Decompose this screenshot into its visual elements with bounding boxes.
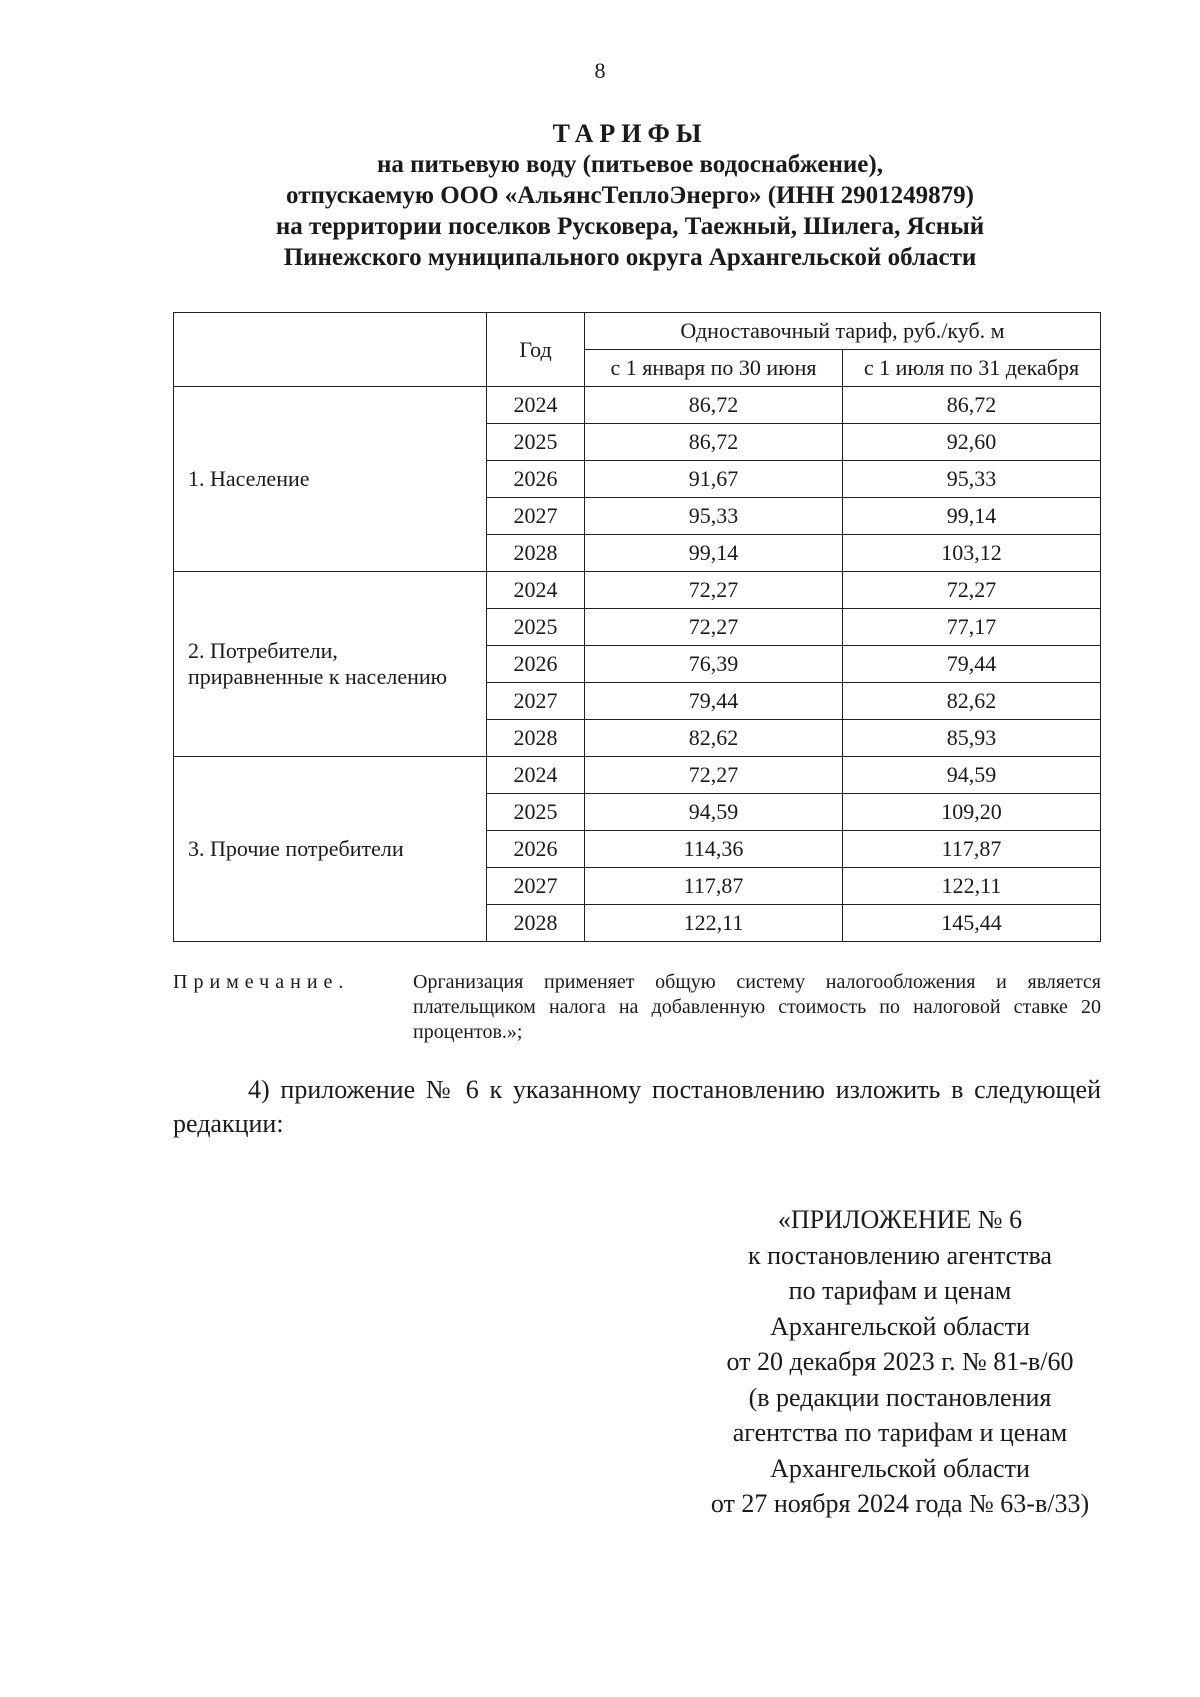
note-text: Организация применяет общую систему налогообложения и является плательщиком налога на добавленную стоимость по налоговой ставке 20 процентов.»;	[413, 971, 1101, 1043]
appendix-header	[680, 1202, 1120, 1522]
value-cell: 94,59	[585, 794, 843, 831]
value-cell: 82,62	[585, 720, 843, 757]
year-cell: 2024	[487, 757, 585, 794]
value-cell: 117,87	[843, 831, 1101, 868]
value-cell: 122,11	[843, 868, 1101, 905]
title-line: Пинежского муниципального округа Архангельской области	[283, 244, 977, 271]
appendix-line: к постановлению агентства	[748, 1240, 1052, 1270]
note-label: Примечание.	[173, 971, 350, 993]
appendix-line: (в редакции постановления	[748, 1382, 1052, 1412]
value-cell: 122,11	[585, 905, 843, 942]
value-cell: 72,27	[585, 757, 843, 794]
year-cell: 2027	[487, 683, 585, 720]
value-cell: 103,12	[843, 535, 1101, 572]
category-cell: 1. Население	[174, 387, 487, 572]
header-period1: с 1 января по 30 июня	[585, 350, 843, 387]
value-cell: 91,67	[585, 461, 843, 498]
value-cell: 109,20	[843, 794, 1101, 831]
category-cell	[174, 572, 487, 757]
value-cell: 86,72	[843, 387, 1101, 424]
value-cell: 99,14	[843, 498, 1101, 535]
value-cell: 79,44	[585, 683, 843, 720]
table-row	[174, 757, 1101, 794]
year-cell: 2028	[487, 535, 585, 572]
value-cell: 82,62	[843, 683, 1101, 720]
year-cell: 2025	[487, 794, 585, 831]
appendix-line: от 20 декабря 2023 г. № 81-в/60	[726, 1347, 1074, 1376]
header-category-cell	[174, 313, 487, 387]
year-cell: 2024	[487, 387, 585, 424]
year-cell: 2028	[487, 905, 585, 942]
value-cell: 72,27	[585, 609, 843, 646]
value-cell: 86,72	[585, 387, 843, 424]
year-cell: 2025	[487, 609, 585, 646]
year-cell: 2027	[487, 498, 585, 535]
appendix-line: агентства по тарифам и ценам	[732, 1418, 1068, 1447]
tariff-table	[173, 312, 1101, 942]
year-cell: 2026	[487, 646, 585, 683]
table-row	[174, 572, 1101, 609]
title-line: отпускаемую ООО «АльянсТеплоЭнерго» (ИНН 2901249879)	[286, 182, 974, 209]
value-cell: 117,87	[585, 868, 843, 905]
year-cell: 2026	[487, 461, 585, 498]
value-cell: 85,93	[843, 720, 1101, 757]
value-cell: 79,44	[843, 646, 1101, 683]
appendix-line: Архангельской области	[770, 1311, 1030, 1341]
category-cell: 3. Прочие потребители	[174, 757, 487, 942]
table-row	[174, 387, 1101, 424]
value-cell: 72,27	[585, 572, 843, 609]
category-line: 2. Потребители,	[188, 638, 338, 663]
header-tariff: Одноставочный тариф, руб./куб. м	[585, 313, 1101, 350]
year-cell: 2028	[487, 720, 585, 757]
value-cell: 72,27	[843, 572, 1101, 609]
year-cell: 2026	[487, 831, 585, 868]
document-title	[160, 118, 1100, 273]
value-cell: 95,33	[585, 498, 843, 535]
value-cell: 86,72	[585, 424, 843, 461]
title-line: на питьевую воду (питьевое водоснабжение),	[377, 151, 883, 178]
value-cell: 145,44	[843, 905, 1101, 942]
value-cell: 77,17	[843, 609, 1101, 646]
year-cell: 2027	[487, 868, 585, 905]
title-main: ТАРИФЫ	[552, 119, 708, 148]
value-cell: 95,33	[843, 461, 1101, 498]
value-cell: 92,60	[843, 424, 1101, 461]
value-cell: 99,14	[585, 535, 843, 572]
year-cell: 2025	[487, 424, 585, 461]
appendix-line: «ПРИЛОЖЕНИЕ № 6	[777, 1205, 1023, 1234]
table-header-row	[174, 313, 1101, 350]
title-line: на территории поселков Русковера, Таежный, Шилега, Ясный	[275, 213, 985, 240]
value-cell: 94,59	[843, 757, 1101, 794]
appendix-line: по тарифам и ценам	[788, 1276, 1012, 1305]
appendix-line: от 27 ноября 2024 года № 63-в/33)	[710, 1489, 1090, 1518]
year-cell: 2024	[487, 572, 585, 609]
page-number: 8	[594, 58, 606, 83]
header-year: Год	[487, 313, 585, 387]
amendment-paragraph: 4) приложение № 6 к указанному постановлению изложить в следующей редакции:	[173, 1075, 1101, 1138]
value-cell: 114,36	[585, 831, 843, 868]
appendix-line: Архангельской области	[770, 1453, 1030, 1483]
value-cell: 76,39	[585, 646, 843, 683]
category-line: приравненные к населению	[188, 664, 448, 689]
header-period2: с 1 июля по 31 декабря	[843, 350, 1101, 387]
